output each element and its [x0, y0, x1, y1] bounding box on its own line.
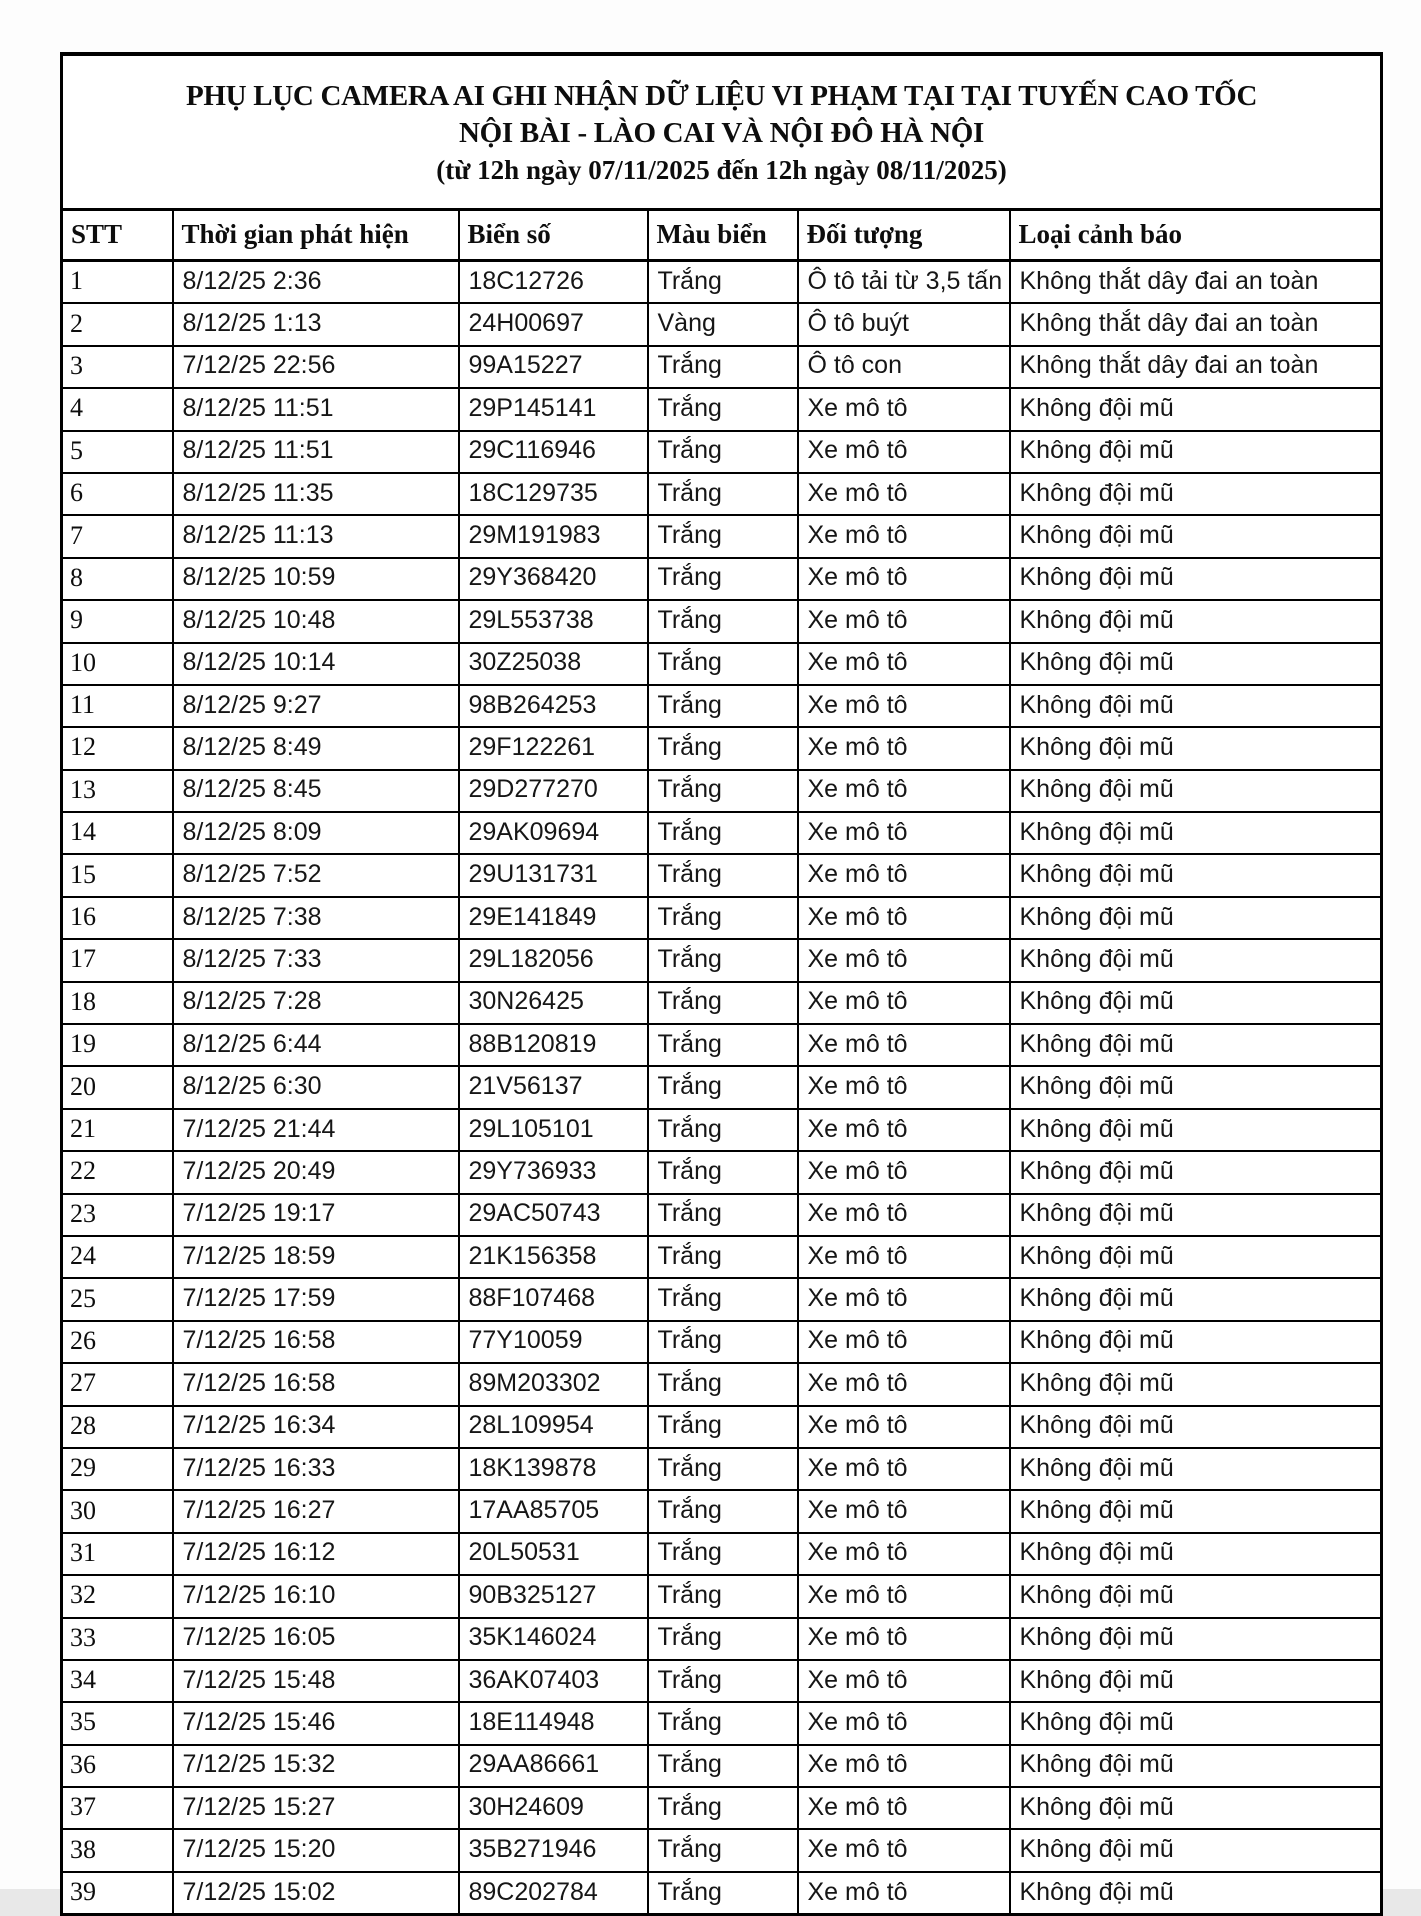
cell-stt: 17 [62, 939, 173, 981]
cell-warning-type: Không đội mũ [1010, 1066, 1382, 1108]
cell-plate-color: Trắng [648, 1109, 798, 1151]
table-row [62, 1066, 1382, 1108]
cell-vehicle-type: Xe mô tô [798, 812, 1010, 854]
table-row [62, 1109, 1382, 1151]
cell-plate-number: 20L50531 [459, 1533, 648, 1575]
cell-stt: 2 [62, 303, 173, 345]
cell-plate-color: Trắng [648, 1363, 798, 1405]
cell-plate-number: 29F122261 [459, 727, 648, 769]
table-row [62, 515, 1382, 557]
cell-detection-time: 7/12/25 16:58 [173, 1321, 459, 1363]
cell-vehicle-type: Xe mô tô [798, 473, 1010, 515]
table-row [62, 727, 1382, 769]
table-row [62, 1406, 1382, 1448]
cell-plate-color: Trắng [648, 1024, 798, 1066]
table-row [62, 770, 1382, 812]
cell-vehicle-type: Ô tô con [798, 346, 1010, 388]
cell-plate-color: Trắng [648, 727, 798, 769]
cell-warning-type: Không đội mũ [1010, 685, 1382, 727]
cell-detection-time: 7/12/25 19:17 [173, 1194, 459, 1236]
cell-plate-number: 29D277270 [459, 770, 648, 812]
cell-stt: 38 [62, 1829, 173, 1871]
cell-plate-color: Trắng [648, 558, 798, 600]
cell-warning-type: Không đội mũ [1010, 1278, 1382, 1320]
title-block [62, 54, 1382, 210]
cell-detection-time: 8/12/25 10:48 [173, 600, 459, 642]
cell-plate-color: Trắng [648, 1278, 798, 1320]
cell-warning-type: Không đội mũ [1010, 1618, 1382, 1660]
cell-stt: 3 [62, 346, 173, 388]
table-row [62, 431, 1382, 473]
cell-warning-type: Không đội mũ [1010, 1448, 1382, 1490]
cell-plate-color: Trắng [648, 261, 798, 304]
cell-vehicle-type: Xe mô tô [798, 1109, 1010, 1151]
column-header-vehicle-type: Đối tượng [798, 210, 1010, 261]
cell-vehicle-type: Xe mô tô [798, 1236, 1010, 1278]
cell-plate-number: 18K139878 [459, 1448, 648, 1490]
cell-detection-time: 8/12/25 6:44 [173, 1024, 459, 1066]
table-row [62, 897, 1382, 939]
cell-plate-number: 29C116946 [459, 431, 648, 473]
cell-detection-time: 8/12/25 11:51 [173, 388, 459, 430]
cell-warning-type: Không đội mũ [1010, 643, 1382, 685]
cell-detection-time: 8/12/25 1:13 [173, 303, 459, 345]
cell-plate-number: 88B120819 [459, 1024, 648, 1066]
cell-warning-type: Không đội mũ [1010, 431, 1382, 473]
cell-plate-color: Trắng [648, 1618, 798, 1660]
cell-plate-color: Trắng [648, 897, 798, 939]
cell-warning-type: Không đội mũ [1010, 727, 1382, 769]
cell-stt: 4 [62, 388, 173, 430]
cell-stt: 37 [62, 1787, 173, 1829]
cell-vehicle-type: Xe mô tô [798, 854, 1010, 896]
cell-vehicle-type: Xe mô tô [798, 685, 1010, 727]
cell-stt: 14 [62, 812, 173, 854]
cell-stt: 5 [62, 431, 173, 473]
cell-plate-number: 18C129735 [459, 473, 648, 515]
cell-plate-color: Trắng [648, 854, 798, 896]
cell-detection-time: 7/12/25 16:05 [173, 1618, 459, 1660]
table-header-row [62, 210, 1382, 261]
cell-stt: 27 [62, 1363, 173, 1405]
cell-plate-color: Trắng [648, 1872, 798, 1915]
cell-plate-color: Trắng [648, 1321, 798, 1363]
cell-plate-number: 21V56137 [459, 1066, 648, 1108]
cell-warning-type: Không thắt dây đai an toàn [1010, 261, 1382, 304]
cell-plate-number: 89C202784 [459, 1872, 648, 1915]
cell-detection-time: 8/12/25 7:28 [173, 982, 459, 1024]
cell-plate-number: 29AK09694 [459, 812, 648, 854]
cell-warning-type: Không đội mũ [1010, 600, 1382, 642]
document-title-line-1: PHỤ LỤC CAMERA AI GHI NHẬN DỮ LIỆU VI PHẠM TẠI TẠI TUYẾN CAO TỐC [185, 80, 1258, 112]
cell-plate-color: Trắng [648, 1702, 798, 1744]
table-row [62, 473, 1382, 515]
table-row [62, 1872, 1382, 1915]
cell-plate-number: 29M191983 [459, 515, 648, 557]
cell-plate-number: 29AA86661 [459, 1745, 648, 1787]
cell-detection-time: 7/12/25 15:48 [173, 1660, 459, 1702]
cell-vehicle-type: Xe mô tô [798, 1745, 1010, 1787]
cell-plate-number: 29P145141 [459, 388, 648, 430]
cell-plate-number: 18E114948 [459, 1702, 648, 1744]
cell-plate-number: 18C12726 [459, 261, 648, 304]
table-row [62, 1194, 1382, 1236]
cell-vehicle-type: Ô tô tải từ 3,5 tấn [798, 261, 1010, 304]
cell-plate-color: Trắng [648, 1745, 798, 1787]
cell-detection-time: 8/12/25 11:35 [173, 473, 459, 515]
cell-plate-number: 29Y736933 [459, 1151, 648, 1193]
cell-warning-type: Không đội mũ [1010, 1787, 1382, 1829]
cell-warning-type: Không đội mũ [1010, 558, 1382, 600]
cell-warning-type: Không đội mũ [1010, 1490, 1382, 1532]
cell-detection-time: 7/12/25 15:27 [173, 1787, 459, 1829]
cell-detection-time: 8/12/25 6:30 [173, 1066, 459, 1108]
cell-detection-time: 7/12/25 15:46 [173, 1702, 459, 1744]
cell-vehicle-type: Xe mô tô [798, 1448, 1010, 1490]
cell-warning-type: Không đội mũ [1010, 982, 1382, 1024]
table-row [62, 1024, 1382, 1066]
cell-plate-number: 30N26425 [459, 982, 648, 1024]
table-row [62, 346, 1382, 388]
cell-plate-number: 17AA85705 [459, 1490, 648, 1532]
document-title-line-2: NỘI BÀI - LÀO CAI VÀ NỘI ĐÔ HÀ NỘI [459, 117, 985, 149]
cell-warning-type: Không đội mũ [1010, 515, 1382, 557]
cell-stt: 34 [62, 1660, 173, 1702]
cell-plate-color: Trắng [648, 1448, 798, 1490]
cell-plate-color: Trắng [648, 982, 798, 1024]
cell-warning-type: Không đội mũ [1010, 388, 1382, 430]
cell-warning-type: Không đội mũ [1010, 473, 1382, 515]
document-title-line-3: (từ 12h ngày 07/11/2025 đến 12h ngày 08/11/2025) [436, 155, 1007, 185]
cell-plate-color: Trắng [648, 473, 798, 515]
cell-vehicle-type: Xe mô tô [798, 1490, 1010, 1532]
cell-warning-type: Không đội mũ [1010, 854, 1382, 896]
cell-warning-type: Không đội mũ [1010, 1575, 1382, 1617]
cell-stt: 11 [62, 685, 173, 727]
cell-stt: 31 [62, 1533, 173, 1575]
cell-warning-type: Không đội mũ [1010, 1321, 1382, 1363]
cell-vehicle-type: Xe mô tô [798, 1872, 1010, 1915]
cell-detection-time: 7/12/25 16:58 [173, 1363, 459, 1405]
column-header-stt: STT [62, 210, 173, 261]
cell-vehicle-type: Xe mô tô [798, 897, 1010, 939]
table-row [62, 1660, 1382, 1702]
cell-plate-color: Trắng [648, 1194, 798, 1236]
cell-vehicle-type: Xe mô tô [798, 1278, 1010, 1320]
cell-warning-type: Không đội mũ [1010, 1660, 1382, 1702]
cell-vehicle-type: Xe mô tô [798, 643, 1010, 685]
violations-tbody [62, 261, 1382, 1915]
table-row [62, 1618, 1382, 1660]
cell-plate-color: Trắng [648, 1575, 798, 1617]
cell-detection-time: 7/12/25 16:10 [173, 1575, 459, 1617]
cell-plate-color: Trắng [648, 685, 798, 727]
cell-warning-type: Không đội mũ [1010, 1745, 1382, 1787]
cell-stt: 23 [62, 1194, 173, 1236]
cell-vehicle-type: Xe mô tô [798, 1829, 1010, 1871]
cell-warning-type: Không thắt dây đai an toàn [1010, 346, 1382, 388]
cell-stt: 19 [62, 1024, 173, 1066]
cell-plate-color: Trắng [648, 770, 798, 812]
cell-detection-time: 8/12/25 8:09 [173, 812, 459, 854]
cell-detection-time: 8/12/25 11:51 [173, 431, 459, 473]
cell-stt: 26 [62, 1321, 173, 1363]
cell-plate-color: Trắng [648, 1533, 798, 1575]
cell-plate-number: 89M203302 [459, 1363, 648, 1405]
cell-stt: 24 [62, 1236, 173, 1278]
cell-stt: 9 [62, 600, 173, 642]
table-row [62, 685, 1382, 727]
cell-warning-type: Không thắt dây đai an toàn [1010, 303, 1382, 345]
cell-stt: 29 [62, 1448, 173, 1490]
cell-stt: 30 [62, 1490, 173, 1532]
cell-plate-color: Trắng [648, 600, 798, 642]
cell-warning-type: Không đội mũ [1010, 1363, 1382, 1405]
cell-stt: 32 [62, 1575, 173, 1617]
cell-plate-number: 35K146024 [459, 1618, 648, 1660]
cell-plate-number: 21K156358 [459, 1236, 648, 1278]
cell-plate-color: Trắng [648, 812, 798, 854]
table-row [62, 1787, 1382, 1829]
cell-plate-number: 90B325127 [459, 1575, 648, 1617]
table-row [62, 600, 1382, 642]
cell-vehicle-type: Xe mô tô [798, 1066, 1010, 1108]
cell-warning-type: Không đội mũ [1010, 1702, 1382, 1744]
cell-vehicle-type: Xe mô tô [798, 1194, 1010, 1236]
cell-detection-time: 8/12/25 8:49 [173, 727, 459, 769]
cell-stt: 18 [62, 982, 173, 1024]
cell-stt: 28 [62, 1406, 173, 1448]
cell-detection-time: 8/12/25 2:36 [173, 261, 459, 304]
cell-warning-type: Không đội mũ [1010, 1406, 1382, 1448]
table-row [62, 1575, 1382, 1617]
table-row [62, 1829, 1382, 1871]
cell-detection-time: 7/12/25 17:59 [173, 1278, 459, 1320]
cell-stt: 22 [62, 1151, 173, 1193]
cell-vehicle-type: Xe mô tô [798, 1406, 1010, 1448]
table-row [62, 1745, 1382, 1787]
cell-stt: 6 [62, 473, 173, 515]
cell-stt: 12 [62, 727, 173, 769]
cell-plate-color: Trắng [648, 346, 798, 388]
cell-detection-time: 7/12/25 15:20 [173, 1829, 459, 1871]
cell-vehicle-type: Xe mô tô [798, 1660, 1010, 1702]
cell-stt: 7 [62, 515, 173, 557]
cell-stt: 21 [62, 1109, 173, 1151]
cell-plate-color: Trắng [648, 643, 798, 685]
cell-plate-color: Trắng [648, 1490, 798, 1532]
cell-plate-color: Trắng [648, 1829, 798, 1871]
cell-detection-time: 7/12/25 16:33 [173, 1448, 459, 1490]
cell-plate-number: 29L553738 [459, 600, 648, 642]
table-row [62, 1490, 1382, 1532]
cell-vehicle-type: Xe mô tô [798, 388, 1010, 430]
column-header-plate-number: Biển số [459, 210, 648, 261]
cell-stt: 35 [62, 1702, 173, 1744]
cell-stt: 39 [62, 1872, 173, 1915]
table-row [62, 854, 1382, 896]
cell-stt: 13 [62, 770, 173, 812]
cell-detection-time: 7/12/25 21:44 [173, 1109, 459, 1151]
table-row [62, 1702, 1382, 1744]
cell-warning-type: Không đội mũ [1010, 1024, 1382, 1066]
table-row [62, 812, 1382, 854]
cell-stt: 36 [62, 1745, 173, 1787]
table-row [62, 303, 1382, 345]
cell-plate-number: 36AK07403 [459, 1660, 648, 1702]
cell-vehicle-type: Xe mô tô [798, 1024, 1010, 1066]
cell-plate-color: Trắng [648, 1151, 798, 1193]
cell-vehicle-type: Xe mô tô [798, 727, 1010, 769]
column-header-detection-time: Thời gian phát hiện [173, 210, 459, 261]
cell-detection-time: 8/12/25 10:14 [173, 643, 459, 685]
column-header-warning-type: Loại cảnh báo [1010, 210, 1382, 261]
cell-plate-number: 29E141849 [459, 897, 648, 939]
cell-plate-number: 30Z25038 [459, 643, 648, 685]
cell-plate-color: Vàng [648, 303, 798, 345]
cell-plate-number: 30H24609 [459, 1787, 648, 1829]
cell-stt: 8 [62, 558, 173, 600]
cell-detection-time: 7/12/25 16:27 [173, 1490, 459, 1532]
cell-detection-time: 7/12/25 15:02 [173, 1872, 459, 1915]
title-row [62, 54, 1382, 210]
cell-vehicle-type: Xe mô tô [798, 770, 1010, 812]
cell-plate-color: Trắng [648, 1406, 798, 1448]
cell-vehicle-type: Xe mô tô [798, 558, 1010, 600]
cell-plate-color: Trắng [648, 1066, 798, 1108]
cell-detection-time: 8/12/25 7:38 [173, 897, 459, 939]
cell-plate-number: 35B271946 [459, 1829, 648, 1871]
cell-plate-number: 29L105101 [459, 1109, 648, 1151]
cell-detection-time: 8/12/25 10:59 [173, 558, 459, 600]
cell-vehicle-type: Xe mô tô [798, 1702, 1010, 1744]
cell-vehicle-type: Ô tô buýt [798, 303, 1010, 345]
cell-plate-color: Trắng [648, 1787, 798, 1829]
cell-detection-time: 7/12/25 16:34 [173, 1406, 459, 1448]
cell-vehicle-type: Xe mô tô [798, 1533, 1010, 1575]
cell-warning-type: Không đội mũ [1010, 812, 1382, 854]
table-row [62, 1236, 1382, 1278]
table-row [62, 388, 1382, 430]
cell-plate-number: 29L182056 [459, 939, 648, 981]
table-row [62, 982, 1382, 1024]
cell-detection-time: 7/12/25 16:12 [173, 1533, 459, 1575]
cell-plate-number: 98B264253 [459, 685, 648, 727]
cell-warning-type: Không đội mũ [1010, 1533, 1382, 1575]
table-row [62, 558, 1382, 600]
table-row [62, 1278, 1382, 1320]
cell-vehicle-type: Xe mô tô [798, 1151, 1010, 1193]
cell-warning-type: Không đội mũ [1010, 897, 1382, 939]
cell-detection-time: 7/12/25 15:32 [173, 1745, 459, 1787]
cell-stt: 1 [62, 261, 173, 304]
cell-vehicle-type: Xe mô tô [798, 982, 1010, 1024]
cell-plate-color: Trắng [648, 515, 798, 557]
table-row [62, 1533, 1382, 1575]
cell-warning-type: Không đội mũ [1010, 1109, 1382, 1151]
cell-vehicle-type: Xe mô tô [798, 939, 1010, 981]
table-row [62, 643, 1382, 685]
cell-detection-time: 8/12/25 7:33 [173, 939, 459, 981]
cell-detection-time: 8/12/25 11:13 [173, 515, 459, 557]
cell-stt: 16 [62, 897, 173, 939]
cell-vehicle-type: Xe mô tô [798, 1787, 1010, 1829]
cell-warning-type: Không đội mũ [1010, 939, 1382, 981]
cell-plate-number: 29U131731 [459, 854, 648, 896]
cell-warning-type: Không đội mũ [1010, 1236, 1382, 1278]
cell-plate-number: 88F107468 [459, 1278, 648, 1320]
cell-plate-color: Trắng [648, 1660, 798, 1702]
cell-warning-type: Không đội mũ [1010, 1829, 1382, 1871]
cell-vehicle-type: Xe mô tô [798, 1321, 1010, 1363]
violations-table [60, 52, 1383, 1916]
cell-plate-color: Trắng [648, 939, 798, 981]
cell-plate-number: 24H00697 [459, 303, 648, 345]
cell-vehicle-type: Xe mô tô [798, 515, 1010, 557]
cell-vehicle-type: Xe mô tô [798, 1618, 1010, 1660]
cell-plate-color: Trắng [648, 431, 798, 473]
cell-detection-time: 7/12/25 18:59 [173, 1236, 459, 1278]
cell-detection-time: 8/12/25 9:27 [173, 685, 459, 727]
table-row [62, 1363, 1382, 1405]
cell-warning-type: Không đội mũ [1010, 770, 1382, 812]
table-row [62, 1448, 1382, 1490]
cell-stt: 25 [62, 1278, 173, 1320]
cell-vehicle-type: Xe mô tô [798, 1363, 1010, 1405]
column-header-plate-color: Màu biển [648, 210, 798, 261]
cell-plate-number: 29Y368420 [459, 558, 648, 600]
cell-warning-type: Không đội mũ [1010, 1194, 1382, 1236]
cell-vehicle-type: Xe mô tô [798, 600, 1010, 642]
cell-plate-number: 28L109954 [459, 1406, 648, 1448]
cell-detection-time: 7/12/25 20:49 [173, 1151, 459, 1193]
cell-plate-color: Trắng [648, 388, 798, 430]
cell-stt: 33 [62, 1618, 173, 1660]
cell-detection-time: 8/12/25 7:52 [173, 854, 459, 896]
cell-stt: 10 [62, 643, 173, 685]
cell-plate-number: 99A15227 [459, 346, 648, 388]
table-row [62, 1151, 1382, 1193]
cell-vehicle-type: Xe mô tô [798, 431, 1010, 473]
cell-stt: 15 [62, 854, 173, 896]
table-row [62, 261, 1382, 304]
cell-stt: 20 [62, 1066, 173, 1108]
cell-vehicle-type: Xe mô tô [798, 1575, 1010, 1617]
cell-plate-number: 77Y10059 [459, 1321, 648, 1363]
cell-plate-color: Trắng [648, 1236, 798, 1278]
cell-detection-time: 8/12/25 8:45 [173, 770, 459, 812]
cell-plate-number: 29AC50743 [459, 1194, 648, 1236]
table-row [62, 939, 1382, 981]
cell-detection-time: 7/12/25 22:56 [173, 346, 459, 388]
cell-warning-type: Không đội mũ [1010, 1151, 1382, 1193]
cell-warning-type: Không đội mũ [1010, 1872, 1382, 1915]
table-row [62, 1321, 1382, 1363]
